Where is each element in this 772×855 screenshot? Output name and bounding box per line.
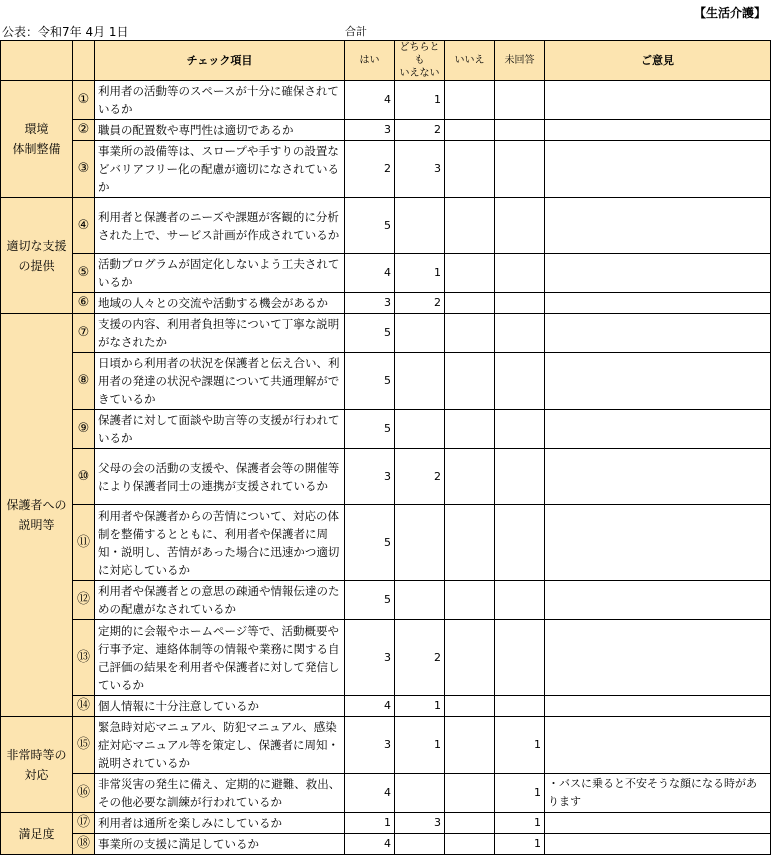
item-number: ④: [73, 198, 95, 254]
count-unanswered: [495, 120, 545, 141]
count-no: [445, 353, 495, 410]
opinion-text: [545, 505, 771, 581]
opinion-text: [545, 314, 771, 353]
item-text: 職員の配置数や専門性は適切であるか: [95, 120, 345, 141]
count-yes: 5: [345, 505, 395, 581]
count-unanswered: [495, 696, 545, 717]
count-no: [445, 581, 495, 620]
table-row: [1, 834, 771, 855]
table-row: [1, 293, 771, 314]
table-row: [1, 353, 771, 410]
item-number: ⑫: [73, 581, 95, 620]
header-number: [73, 41, 95, 81]
count-neither: 2: [395, 449, 445, 505]
opinion-text: [545, 293, 771, 314]
count-unanswered: 1: [495, 717, 545, 774]
count-unanswered: [495, 581, 545, 620]
count-no: [445, 505, 495, 581]
item-number: ⑰: [73, 813, 95, 834]
opinion-text: [545, 717, 771, 774]
header-neither: どちらとも いえない: [395, 41, 445, 81]
table-row: [1, 141, 771, 198]
count-no: [445, 620, 495, 696]
opinion-text: [545, 254, 771, 293]
opinion-text: [545, 696, 771, 717]
opinion-text: [545, 620, 771, 696]
item-text: 利用者と保護者のニーズや課題が客観的に分析された上で、サービス計画が作成されているか: [95, 198, 345, 254]
table-row: [1, 81, 771, 120]
table-row: [1, 198, 771, 254]
count-yes: 4: [345, 774, 395, 813]
count-neither: 1: [395, 717, 445, 774]
count-no: [445, 696, 495, 717]
count-unanswered: 1: [495, 774, 545, 813]
category-label: 非常時等の 対応: [1, 717, 73, 813]
count-unanswered: [495, 620, 545, 696]
item-text: 非常災害の発生に備え、定期的に避難、救出、その他必要な訓練が行われているか: [95, 774, 345, 813]
count-no: [445, 449, 495, 505]
table-row: [1, 120, 771, 141]
item-number: ⑱: [73, 834, 95, 855]
header-category: [1, 41, 73, 81]
header-unanswered: 未回答: [495, 41, 545, 81]
item-text: 保護者に対して面談や助言等の支援が行われているか: [95, 410, 345, 449]
header-yes: はい: [345, 41, 395, 81]
opinion-text: [545, 353, 771, 410]
count-unanswered: 1: [495, 813, 545, 834]
count-neither: 1: [395, 81, 445, 120]
count-yes: 4: [345, 254, 395, 293]
table-row: [1, 696, 771, 717]
count-no: [445, 717, 495, 774]
item-text: 定期的に会報やホームページ等で、活動概要や行事予定、連絡体制等の情報や業務に関する自己評価の結果を利用者や保護者に対して発信しているか: [95, 620, 345, 696]
count-yes: 5: [345, 410, 395, 449]
table-row: [1, 314, 771, 353]
evaluation-table: [0, 40, 771, 855]
count-neither: [395, 198, 445, 254]
count-unanswered: [495, 293, 545, 314]
item-text: 事業所の支援に満足しているか: [95, 834, 345, 855]
item-text: 利用者や保護者との意思の疎通や情報伝達のための配慮がなされているか: [95, 581, 345, 620]
opinion-text: ・バスに乗ると不安そうな顔になる時があります: [545, 774, 771, 813]
table-row: [1, 505, 771, 581]
item-number: ⑩: [73, 449, 95, 505]
count-yes: 3: [345, 120, 395, 141]
table-row: [1, 774, 771, 813]
count-yes: 5: [345, 353, 395, 410]
category-label: 満足度: [1, 813, 73, 855]
opinion-text: [545, 120, 771, 141]
table-row: [1, 813, 771, 834]
opinion-text: [545, 410, 771, 449]
count-unanswered: [495, 314, 545, 353]
count-neither: [395, 774, 445, 813]
table-row: [1, 449, 771, 505]
count-yes: 5: [345, 198, 395, 254]
count-neither: 2: [395, 120, 445, 141]
count-yes: 5: [345, 314, 395, 353]
count-unanswered: [495, 449, 545, 505]
count-neither: 1: [395, 254, 445, 293]
count-unanswered: [495, 505, 545, 581]
opinion-text: [545, 581, 771, 620]
item-text: 活動プログラムが固定化しないよう工夫されているか: [95, 254, 345, 293]
count-no: [445, 293, 495, 314]
item-number: ⑮: [73, 717, 95, 774]
category-label: 環境 体制整備: [1, 81, 73, 198]
item-text: 利用者は通所を楽しみにしているか: [95, 813, 345, 834]
category-label: 適切な支援 の提供: [1, 198, 73, 314]
item-text: 父母の会の活動の支援や、保護者会等の開催等により保護者同士の連携が支援されているか: [95, 449, 345, 505]
count-yes: 4: [345, 696, 395, 717]
item-number: ①: [73, 81, 95, 120]
header-opinion: ご意見: [545, 41, 771, 81]
item-text: 利用者の活動等のスペースが十分に確保されているか: [95, 81, 345, 120]
item-text: 個人情報に十分注意しているか: [95, 696, 345, 717]
count-no: [445, 410, 495, 449]
page-header: [0, 0, 772, 40]
count-neither: 3: [395, 141, 445, 198]
header-no: いいえ: [445, 41, 495, 81]
header-item: チェック項目: [95, 41, 345, 81]
item-number: ⑯: [73, 774, 95, 813]
count-no: [445, 198, 495, 254]
count-yes: 3: [345, 293, 395, 314]
item-number: ⑦: [73, 314, 95, 353]
count-neither: [395, 353, 445, 410]
count-neither: [395, 505, 445, 581]
item-number: ⑪: [73, 505, 95, 581]
opinion-text: [545, 81, 771, 120]
total-label: 合計: [345, 25, 367, 38]
count-yes: 5: [345, 581, 395, 620]
item-text: 事業所の設備等は、スロープや手すりの設置などバリアフリー化の配慮が適切になされているか: [95, 141, 345, 198]
count-neither: [395, 581, 445, 620]
count-yes: 3: [345, 620, 395, 696]
item-number: ⑨: [73, 410, 95, 449]
count-neither: 2: [395, 293, 445, 314]
count-yes: 3: [345, 449, 395, 505]
opinion-text: [545, 198, 771, 254]
item-number: ⑬: [73, 620, 95, 696]
count-unanswered: [495, 198, 545, 254]
count-yes: 1: [345, 813, 395, 834]
item-text: 支援の内容、利用者負担等について丁寧な説明がなされたか: [95, 314, 345, 353]
count-no: [445, 254, 495, 293]
table-row: [1, 254, 771, 293]
count-no: [445, 314, 495, 353]
opinion-text: [545, 813, 771, 834]
item-text: 日頃から利用者の状況を保護者と伝え合い、利用者の発達の状況や課題について共通理解ができているか: [95, 353, 345, 410]
item-number: ⑤: [73, 254, 95, 293]
category-label: 保護者への 説明等: [1, 314, 73, 717]
published-date: 公表：令和7年 4月 1日: [2, 25, 129, 39]
count-unanswered: 1: [495, 834, 545, 855]
item-number: ⑧: [73, 353, 95, 410]
count-neither: [395, 410, 445, 449]
count-neither: 3: [395, 813, 445, 834]
count-yes: 4: [345, 81, 395, 120]
item-number: ②: [73, 120, 95, 141]
item-number: ⑥: [73, 293, 95, 314]
table-row: [1, 717, 771, 774]
table-row: [1, 581, 771, 620]
opinion-text: [545, 834, 771, 855]
table-row: [1, 620, 771, 696]
item-text: 緊急時対応マニュアル、防犯マニュアル、感染症対応マニュアル等を策定し、保護者に周知・説明されているか: [95, 717, 345, 774]
count-no: [445, 774, 495, 813]
count-unanswered: [495, 141, 545, 198]
count-no: [445, 81, 495, 120]
count-neither: [395, 834, 445, 855]
count-no: [445, 120, 495, 141]
count-no: [445, 141, 495, 198]
count-yes: 2: [345, 141, 395, 198]
item-number: ⑭: [73, 696, 95, 717]
count-neither: [395, 314, 445, 353]
count-unanswered: [495, 81, 545, 120]
header-row: [1, 41, 771, 81]
count-neither: 1: [395, 696, 445, 717]
count-unanswered: [495, 353, 545, 410]
count-unanswered: [495, 254, 545, 293]
count-unanswered: [495, 410, 545, 449]
count-no: [445, 813, 495, 834]
opinion-text: [545, 449, 771, 505]
count-no: [445, 834, 495, 855]
count-neither: 2: [395, 620, 445, 696]
item-number: ③: [73, 141, 95, 198]
opinion-text: [545, 141, 771, 198]
service-type-tag: 【生活介護】: [693, 6, 766, 20]
count-yes: 4: [345, 834, 395, 855]
item-text: 利用者や保護者からの苦情について、対応の体制を整備するとともに、利用者や保護者に周知・説明し、苦情があった場合に迅速かつ適切に対応しているか: [95, 505, 345, 581]
count-yes: 3: [345, 717, 395, 774]
table-row: [1, 410, 771, 449]
item-text: 地域の人々との交流や活動する機会があるか: [95, 293, 345, 314]
